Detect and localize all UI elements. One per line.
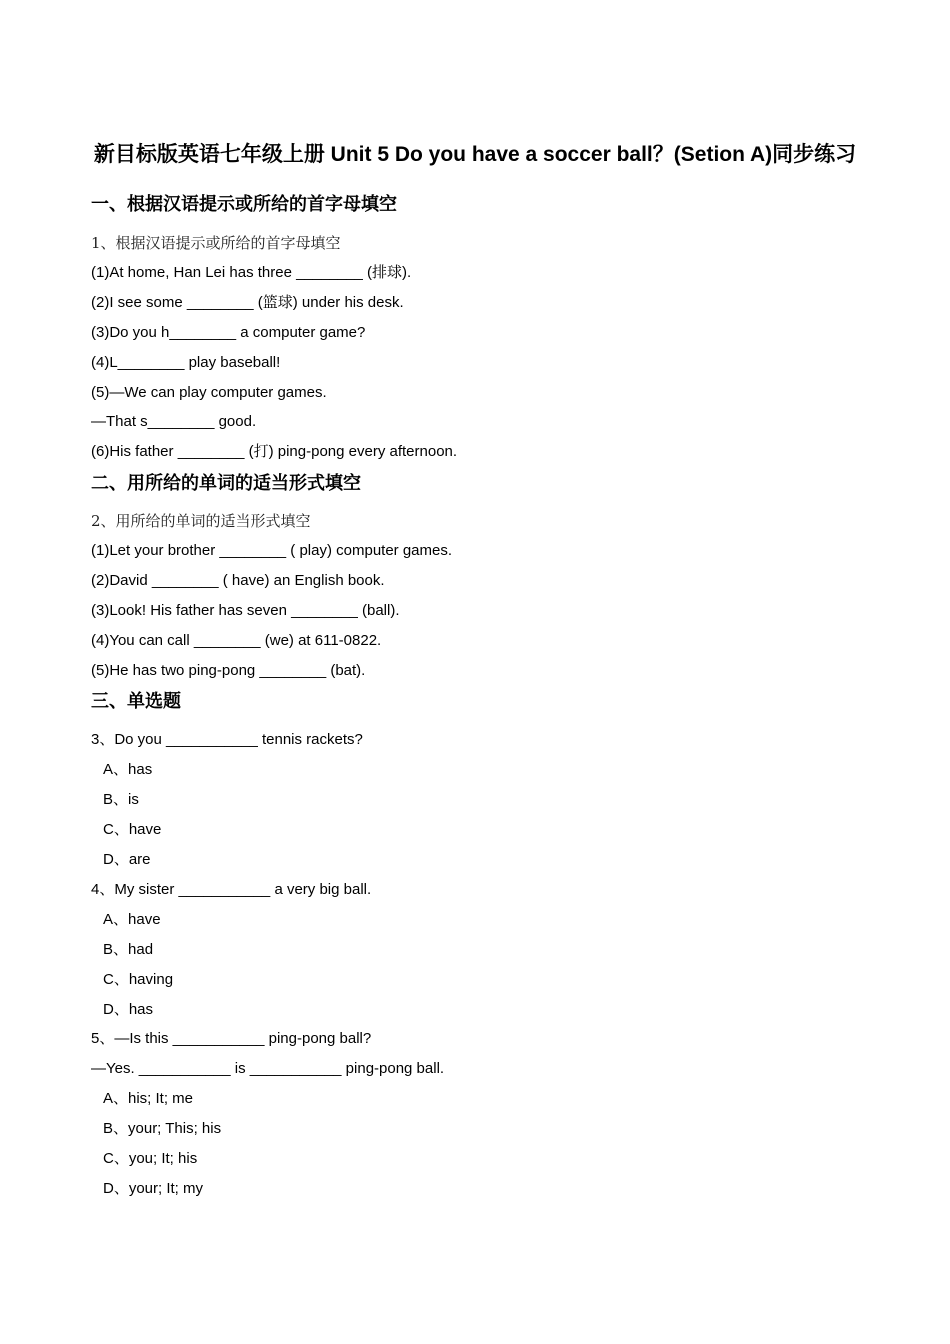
question-4-stem: 4、My sister ___________ a very big ball.	[91, 881, 372, 898]
question-2-item-5: (5)He has two ping-pong ________ (bat).	[91, 662, 366, 679]
question-1-item-3: (3)Do you h________ a computer game?	[91, 324, 366, 341]
question-1-item-1: (1)At home, Han Lei has three ________ (排球).	[91, 264, 412, 281]
question-3-option-b: B、is	[103, 791, 139, 808]
section-heading-3: 三、单选题	[91, 691, 181, 711]
question-4-option-c: C、having	[103, 971, 174, 988]
document-title: 新目标版英语七年级上册 Unit 5 Do you have a soccer ball？(Setion A)同步练习	[93, 143, 857, 166]
question-5-stem: 5、—Is this ___________ ping-pong ball?	[91, 1030, 372, 1047]
section-heading-1: 一、根据汉语提示或所给的首字母填空	[91, 194, 397, 214]
question-2-item-3: (3)Look! His father has seven ________ (ball).	[91, 602, 400, 619]
question-5-option-d: D、your; It; my	[103, 1180, 204, 1197]
question-1-item-5: (5)—We can play computer games.	[91, 384, 327, 401]
question-5-option-b: B、your; This; his	[103, 1120, 222, 1137]
question-2-item-1: (1)Let your brother ________ ( play) computer games.	[91, 542, 453, 559]
question-2-item-2: (2)David ________ ( have) an English book.	[91, 572, 385, 589]
question-2-item-4: (4)You can call ________ (we) at 611-0822.	[91, 632, 382, 649]
question-1-item-2: (2)I see some ________ (篮球) under his desk.	[91, 294, 404, 311]
question-3-option-a: A、has	[103, 761, 153, 778]
question-1-item-6: (6)His father ________ (打) ping-pong every afternoon.	[91, 443, 458, 460]
question-1-prompt: 1、根据汉语提示或所给的首字母填空	[91, 234, 341, 252]
question-3-option-d: D、are	[103, 851, 151, 868]
question-1-item-5-reply: —That s________ good.	[91, 413, 257, 430]
section-heading-2: 二、用所给的单词的适当形式填空	[91, 473, 361, 493]
question-3-stem: 3、Do you ___________ tennis rackets?	[91, 731, 363, 748]
question-4-option-b: B、had	[103, 941, 154, 958]
question-4-option-d: D、has	[103, 1001, 154, 1018]
question-1-item-4: (4)L________ play baseball!	[91, 354, 281, 371]
question-3-option-c: C、have	[103, 821, 162, 838]
question-2-prompt: 2、用所给的单词的适当形式填空	[91, 512, 311, 530]
question-4-option-a: A、have	[103, 911, 161, 928]
question-5-option-a: A、his; It; me	[103, 1090, 194, 1107]
question-5-option-c: C、you; It; his	[103, 1150, 198, 1167]
question-5-stem-reply: —Yes. ___________ is ___________ ping-pong ball.	[91, 1060, 445, 1077]
